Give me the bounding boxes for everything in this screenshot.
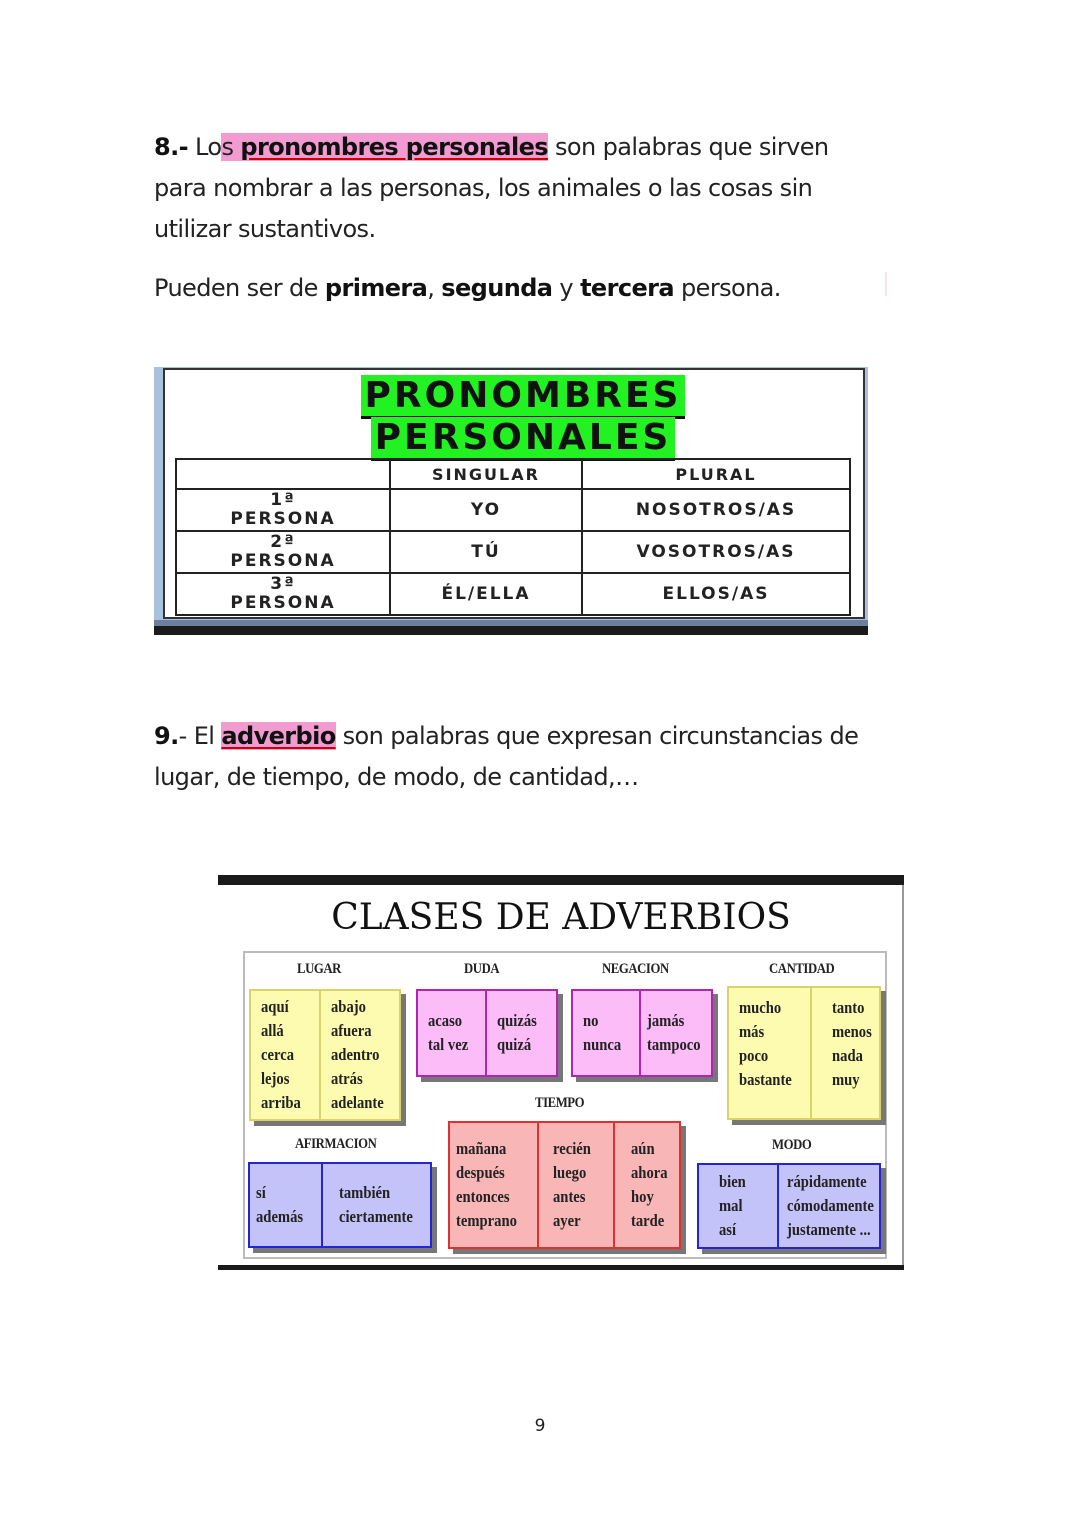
- singular-cell: YO: [390, 489, 582, 531]
- text-run: Lo: [187, 133, 222, 161]
- adverb-word: jamás: [647, 1011, 685, 1030]
- adverb-word: mucho: [739, 998, 782, 1017]
- adverb-word: temprano: [456, 1211, 517, 1230]
- box-column: [251, 991, 319, 1119]
- adverb-word: quizás: [496, 1011, 537, 1030]
- text-run: persona.: [673, 274, 781, 302]
- person-number: 1ª: [270, 490, 296, 510]
- adverb-word: nada: [832, 1046, 864, 1065]
- adverbios-panel: [243, 951, 887, 1259]
- adverb-word: tal vez: [428, 1035, 469, 1054]
- box-column: [250, 1164, 321, 1246]
- person-number: 2ª: [270, 532, 296, 552]
- box-column: [418, 991, 485, 1075]
- adverb-word: hoy: [630, 1187, 654, 1206]
- adverb-word: ciertamente: [338, 1207, 413, 1226]
- adverb-word: aquí: [261, 997, 289, 1016]
- box-lugar: [249, 989, 401, 1121]
- term-pronombres-personales: pronombres personales: [240, 133, 548, 161]
- adverb-word: mañana: [456, 1139, 507, 1158]
- label-tiempo: TIEMPO: [535, 1095, 585, 1111]
- adverb-word: más: [739, 1022, 765, 1041]
- adverb-word: mal: [719, 1196, 743, 1215]
- box-tiempo: [448, 1121, 681, 1249]
- adverb-word: muy: [832, 1070, 861, 1089]
- person-label: PERSONA: [230, 593, 336, 613]
- adverb-word: poco: [739, 1046, 769, 1065]
- pronombres-personales-image: [154, 367, 868, 635]
- text-run: son palabras que expresan circunstancias de lugar, de tiempo, de modo, de cantidad,…: [154, 722, 859, 791]
- box-cantidad: [727, 986, 881, 1120]
- highlighted-term: [221, 133, 548, 161]
- box-column: [729, 988, 810, 1118]
- label-afirmacion: AFIRMACION: [295, 1136, 377, 1152]
- adverb-word: aún: [630, 1139, 655, 1158]
- box-column: [573, 991, 639, 1075]
- adverb-word: adentro: [331, 1045, 380, 1064]
- singular-cell: TÚ: [390, 531, 582, 573]
- box-modo: [697, 1163, 881, 1249]
- table-header-row: [176, 459, 850, 489]
- label-modo: MODO: [772, 1137, 812, 1153]
- adverb-word: arriba: [261, 1093, 301, 1112]
- box-negacion: [571, 989, 713, 1077]
- text-run: y: [552, 274, 581, 302]
- adverb-word: antes: [552, 1187, 586, 1206]
- adverb-word: después: [456, 1163, 505, 1182]
- adverb-word: menos: [832, 1022, 873, 1041]
- adverb-word: cerca: [261, 1045, 295, 1064]
- adverb-word: cómodamente: [787, 1196, 874, 1215]
- image-top-bar: [218, 875, 904, 885]
- section-8-number: 8.-: [154, 133, 188, 161]
- box-afirmacion: [248, 1162, 432, 1248]
- text-run: - El: [178, 722, 222, 750]
- adverb-word: bastante: [739, 1070, 792, 1089]
- section-9-paragraph: [154, 716, 884, 798]
- title-text: PRONOMBRES: [361, 375, 686, 419]
- adverb-word: allá: [261, 1021, 284, 1040]
- label-cantidad: CANTIDAD: [769, 961, 835, 977]
- adverb-word: atrás: [331, 1069, 363, 1088]
- adverb-word: tampoco: [647, 1035, 701, 1054]
- person-cell: [176, 573, 390, 615]
- section-9-number: 9.: [154, 722, 179, 750]
- adverb-word: quizá: [496, 1035, 531, 1054]
- adverb-word: rápidamente: [787, 1172, 867, 1191]
- adverb-word: afuera: [331, 1021, 372, 1040]
- header-cell-empty: [176, 459, 390, 489]
- text-run: son palabras que sirven para nombrar a las personas, los animales o las cosas sin utilizar sustantivos.: [154, 133, 829, 243]
- image-bottom-bar: [218, 1265, 904, 1270]
- label-lugar: LUGAR: [297, 961, 341, 977]
- clases-de-adverbios-image: [218, 875, 904, 1270]
- adverb-word: justamente ...: [787, 1220, 871, 1239]
- adverb-word: abajo: [331, 997, 366, 1016]
- person-label: PERSONA: [230, 551, 336, 571]
- adverb-word: nunca: [583, 1035, 622, 1054]
- adverb-word: también: [338, 1183, 390, 1202]
- adverb-word: ahora: [630, 1163, 668, 1182]
- box-column: [450, 1123, 537, 1247]
- person-cell: [176, 531, 390, 573]
- box-column: [485, 991, 556, 1075]
- person-cell: [176, 489, 390, 531]
- adverb-word: así: [719, 1220, 737, 1239]
- text-run: s: [221, 133, 241, 161]
- plural-cell: ELLOS/AS: [582, 573, 850, 615]
- header-cell-singular: SINGULAR: [390, 459, 582, 489]
- pronombres-title-line1: [313, 376, 733, 416]
- term-adverbio: adverbio: [221, 722, 336, 750]
- plural-cell: VOSOTROS/AS: [582, 531, 850, 573]
- pronombres-card: [163, 368, 865, 619]
- label-duda: DUDA: [464, 961, 500, 977]
- table-row: [176, 573, 850, 615]
- box-column: [699, 1165, 777, 1247]
- page-number: 9: [534, 1416, 546, 1436]
- section-8-persons-line: [154, 268, 884, 309]
- text-run: ,: [427, 274, 442, 302]
- plural-cell: NOSOTROS/AS: [582, 489, 850, 531]
- adverb-word: no: [583, 1011, 599, 1030]
- box-column: [319, 991, 402, 1119]
- table-row: [176, 489, 850, 531]
- image-right-border: [902, 885, 904, 1265]
- term-segunda: segunda: [441, 274, 553, 302]
- adverb-word: además: [256, 1207, 304, 1226]
- text-cursor-mark: [885, 272, 887, 296]
- adverb-word: ayer: [552, 1211, 581, 1230]
- singular-cell: ÉL/ELLA: [390, 573, 582, 615]
- image-bottom-bar: [154, 626, 868, 635]
- adverbios-title: CLASES DE ADVERBIOS: [331, 897, 791, 938]
- adverb-word: lejos: [261, 1069, 290, 1088]
- title-text: PERSONALES: [371, 417, 676, 461]
- text-run: Pueden ser de: [154, 274, 325, 302]
- person-label: PERSONA: [230, 509, 336, 529]
- term-tercera: tercera: [580, 274, 674, 302]
- pronombres-title-line2: [313, 418, 733, 458]
- box-column: [537, 1123, 613, 1247]
- section-8-paragraph: [154, 127, 884, 250]
- highlighted-term: [221, 722, 335, 750]
- box-column: [613, 1123, 684, 1247]
- adverb-word: recién: [552, 1139, 591, 1158]
- adverb-word: sí: [256, 1183, 266, 1202]
- adverb-word: tanto: [832, 998, 865, 1017]
- term-primera: primera: [324, 274, 428, 302]
- adverb-word: luego: [552, 1163, 587, 1182]
- box-column: [639, 991, 719, 1075]
- box-column: [810, 988, 888, 1118]
- box-duda: [416, 989, 558, 1077]
- box-column: [777, 1165, 888, 1247]
- pronombres-table: [175, 458, 851, 616]
- adverb-word: adelante: [331, 1093, 384, 1112]
- person-number: 3ª: [270, 574, 296, 594]
- box-column: [321, 1164, 435, 1246]
- adverb-word: entonces: [456, 1187, 510, 1206]
- label-negacion: NEGACION: [602, 961, 669, 977]
- adverb-word: tarde: [630, 1211, 665, 1230]
- adverb-word: acaso: [428, 1011, 463, 1030]
- header-cell-plural: PLURAL: [582, 459, 850, 489]
- adverb-word: bien: [719, 1172, 746, 1191]
- table-row: [176, 531, 850, 573]
